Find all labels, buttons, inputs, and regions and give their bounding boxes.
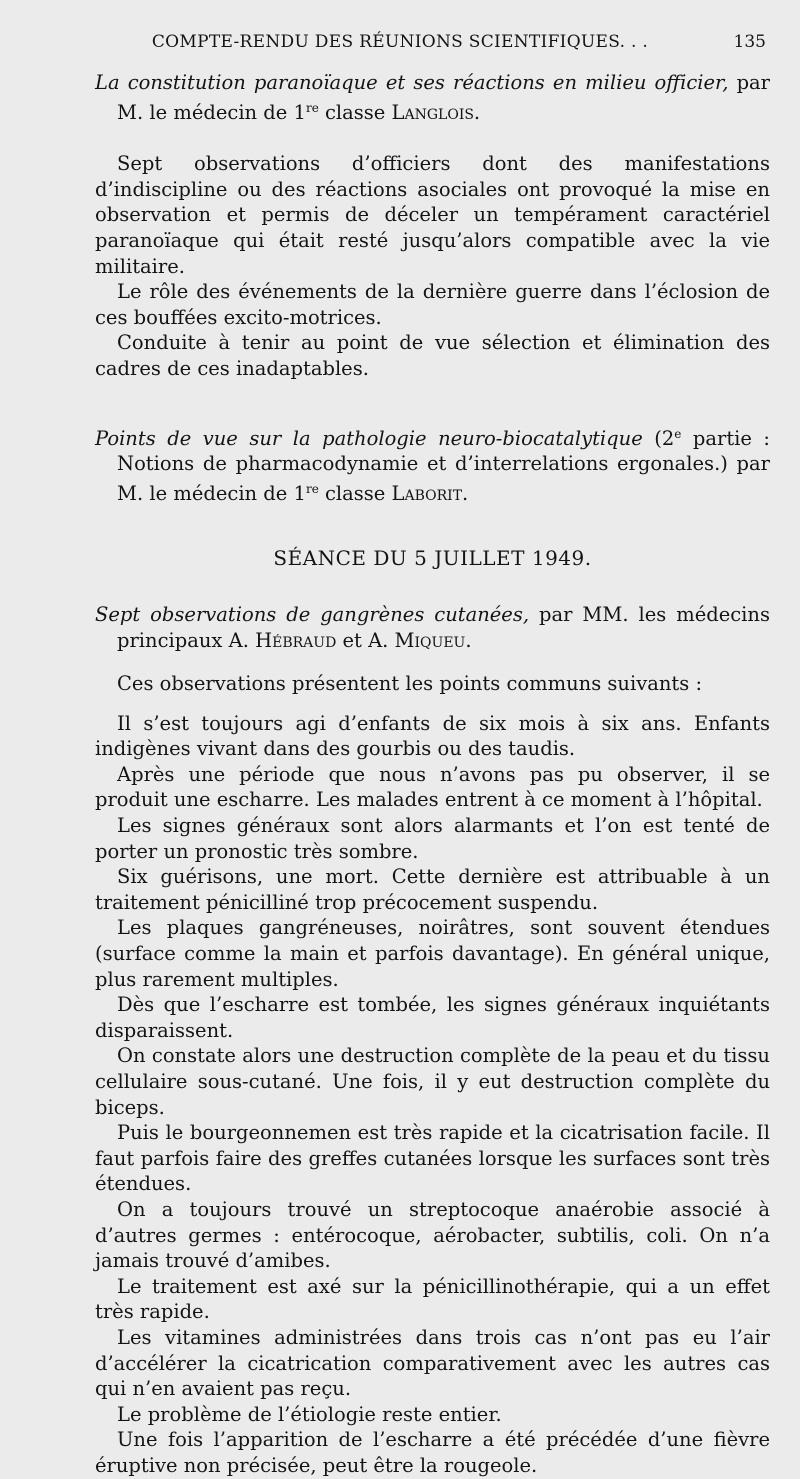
item3-paragraph: Il s’est toujours agi d’enfants de six mois à six ans. Enfants indigènes vivant dans des gourbis ou des taudis. [95,711,770,761]
item1-paragraph: Conduite à tenir au point de vue sélection et élimination des cadres de ces inadaptables. [95,331,770,380]
item3-heading [95,602,770,653]
item3-paragraph: Les signes généraux sont alors alarmants et l’on est tenté de porter un pronostic très sombre. [95,814,770,863]
item3-author2: A. Miqueu. [368,628,472,652]
item2-byline-c: classe [318,481,392,505]
item3-intro: Ces observations présentent les points communs suivants : [117,672,703,696]
item3-byline-b: et [336,628,369,652]
item1-rank-num: 1 [293,100,306,124]
item2-heading [95,422,770,507]
item3-paragraph: On constate alors une destruction complète de la peau et du tissu cellulaire sous-cutané. Une fois, il y eut destruction complète du biceps. [95,1044,770,1119]
item1-author: Langlois. [391,100,481,124]
item3-paragraph: Les vitamines administrées dans trois cas n’ont pas eu l’air d’accélérer la cicatrication comparativement avec les autres cas qui n’en avaient pas reçu. [95,1325,770,1401]
item1-byline-b: classe [318,100,392,124]
running-title: COMPTE-RENDU DES RÉUNIONS SCIENTIFIQUES. . . [151,32,649,52]
item3-paragraph: Une fois l’apparition de l’escharre a été précédée d’une fièvre éruptive non précisée, peut être la rougeole. [95,1428,770,1477]
page-body [95,70,770,1479]
item3-paragraph: Les plaques gangréneuses, noirâtres, sont souvent étendues (surface comme la main et parfois davantage). En général unique, plus rarement multiples. [95,916,770,991]
item3-byline-a: par MM. les médecins principaux [117,602,770,652]
item2-author: Laborit. [391,481,469,505]
item3-paragraph: On a toujours trouvé un streptocoque anaérobie associé à d’autres germes : entérocoque, aérobacter, subtilis, coli. On n’a jamais trouvé d’amibes. [95,1197,770,1273]
item1-paragraph: Sept observations d’officiers dont des manifestations d’indiscipline ou des réactions asociales ont provoqué la mise en observation et permis de déceler un tempérament caractériel paranoïaque qui était resté jusqu’alors compatible avec la vie militaire. [95,152,770,278]
item3-paragraph: Six guérisons, une mort. Cette dernière est attribuable à un traitement pénicilliné trop précocement suspendu. [95,865,770,914]
item3-paragraph: Le traitement est axé sur la pénicillinothérapie, qui a un effet très rapide. [95,1274,770,1324]
item3-paragraph: Puis le bourgeonnemen est très rapide et la cicatrisation facile. Il faut parfois faire des greffes cutanées lorsque les surfaces sont très étendues. [95,1121,770,1196]
item3-paragraph: Le problème de l’étiologie reste entier. [117,1402,502,1426]
item1-paragraph: Le rôle des événements de la dernière guerre dans l’éclosion de ces bouffées excito-motrices. [95,280,770,329]
item1-title: La constitution paranoïaque et ses réactions en milieu officier, [95,71,729,94]
item2-part-sup: e [674,426,682,441]
item1-byline-a: par M. le médecin de [117,71,770,124]
page-number: 135 [733,32,766,52]
item3-author1: A. Hébraud [228,628,337,652]
item1-rank-sup: re [305,100,319,115]
item2-byline-b: partie : Notions de pharmacodynamie et d’interrelations ergonales.) par M. le médecin de [117,426,771,505]
item2-title: Points de vue sur la pathologie neuro-biocatalytique [95,426,643,450]
item3-title: Sept observations de gangrènes cutanées, [95,602,530,626]
item2-rank-num: 1 [293,481,306,505]
item3-paragraph: Après une période que nous n’avons pas pu observer, il se produit une escharre. Les malades entrent à ce moment à l’hôpital. [95,762,770,812]
item2-byline-a: (2 [642,426,675,450]
running-header [0,30,800,60]
item3-paragraph: Dès que l’escharre est tombée, les signes généraux inquiétants disparaissent. [95,993,770,1042]
seance-heading: SÉANCE DU 5 JUILLET 1949. [273,546,592,571]
item2-rank-sup: re [305,481,319,496]
item1-heading [95,70,770,125]
